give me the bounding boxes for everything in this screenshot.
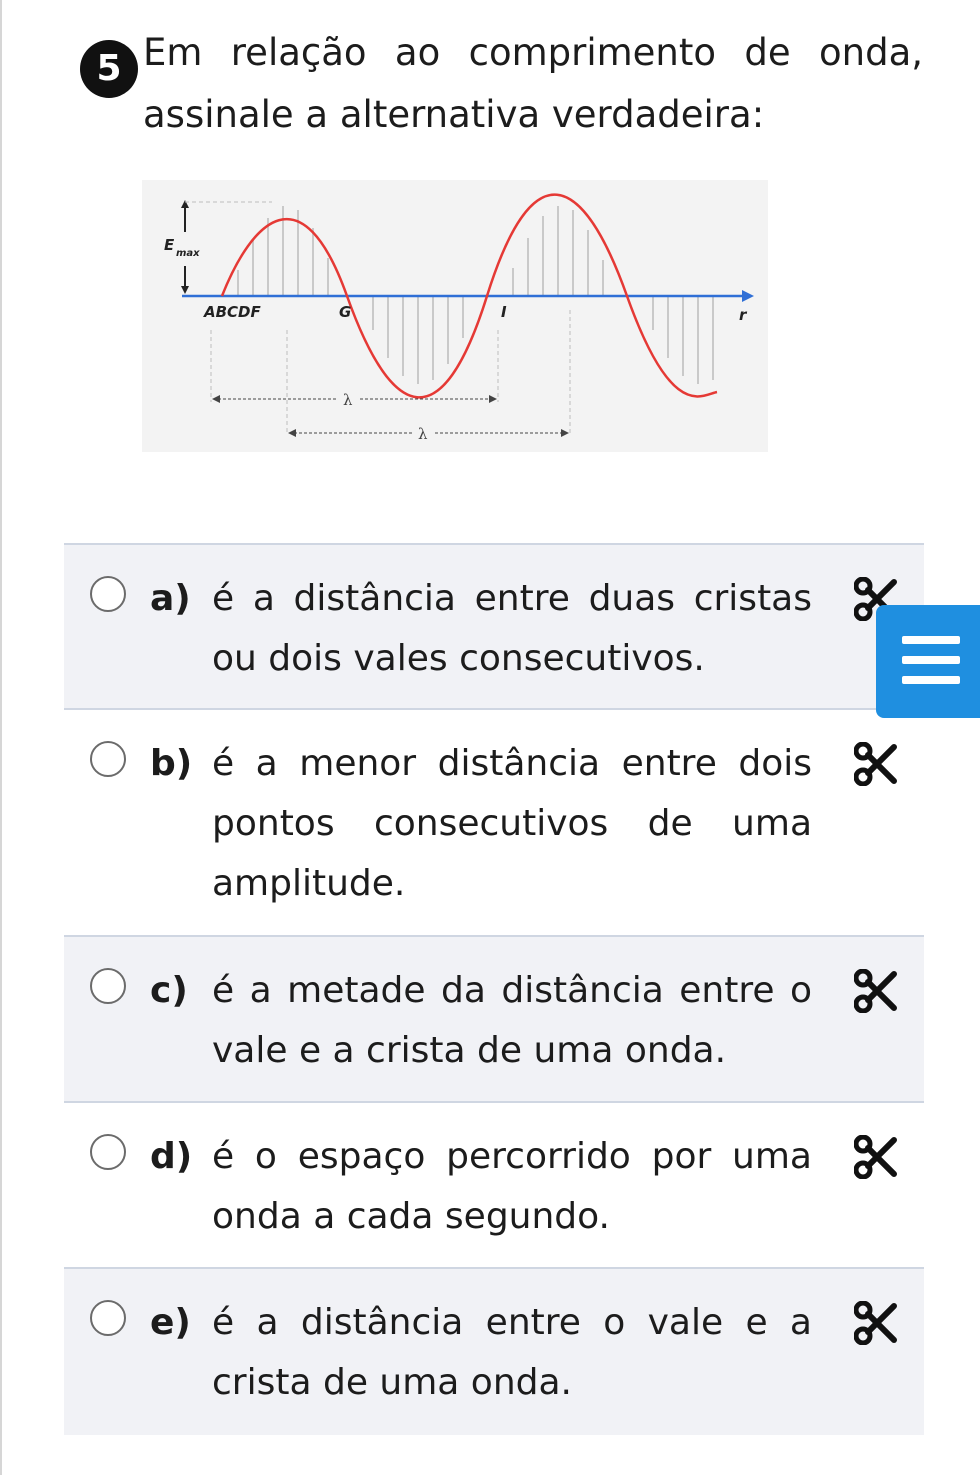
emax-subscript: max [176, 248, 200, 259]
scissors-x-icon[interactable] [854, 969, 898, 1013]
side-menu-tab[interactable] [876, 605, 980, 718]
point-i-label: I [501, 303, 507, 321]
r-axis-label: r [739, 306, 747, 324]
axis-arrowhead [742, 290, 754, 302]
option-c-radio[interactable] [90, 968, 126, 1004]
wave-diagram [142, 180, 768, 452]
option-c-letter: c) [150, 970, 188, 1011]
wave-figure [142, 180, 768, 452]
option-b-radio[interactable] [90, 741, 126, 777]
option-a-radio[interactable] [90, 576, 126, 612]
option-e-radio[interactable] [90, 1300, 126, 1336]
question-text: Em relação ao comprimento de onda, assinale a alternativa verdadeira: [143, 31, 923, 136]
option-d-letter: d) [150, 1136, 193, 1177]
emax-label: E [164, 236, 175, 254]
question-number-badge: 5 [80, 40, 138, 98]
points-abcdf-label: ABCDF [204, 303, 261, 321]
option-b[interactable] [64, 708, 924, 937]
option-c[interactable] [64, 935, 924, 1103]
option-e-text: é a distância entre o vale e a crista de uma onda. [212, 1302, 812, 1403]
option-e-letter: e) [150, 1302, 191, 1343]
hamburger-menu-icon[interactable] [902, 632, 962, 692]
point-g-label: G [339, 303, 352, 321]
scissors-x-icon[interactable] [854, 1135, 898, 1179]
lambda-label-2: λ [418, 425, 428, 443]
left-border [0, 0, 2, 1475]
option-a-text: é a distância entre duas cristas ou dois vales consecutivos. [212, 578, 812, 679]
scissors-x-icon[interactable] [854, 1301, 898, 1345]
option-b-text: é a menor distância entre dois pontos consecutivos de uma amplitude. [212, 743, 812, 904]
option-a[interactable] [64, 543, 924, 710]
option-a-letter: a) [150, 578, 191, 619]
option-e[interactable] [64, 1267, 924, 1435]
option-c-text: é a metade da distância entre o vale e a crista de uma onda. [212, 970, 812, 1071]
option-b-letter: b) [150, 743, 193, 784]
scissors-x-icon[interactable] [854, 742, 898, 786]
lambda-label-1: λ [343, 391, 353, 409]
option-d-text: é o espaço percorrido por uma onda a cada segundo. [212, 1136, 812, 1237]
option-d[interactable] [64, 1101, 924, 1269]
option-d-radio[interactable] [90, 1134, 126, 1170]
